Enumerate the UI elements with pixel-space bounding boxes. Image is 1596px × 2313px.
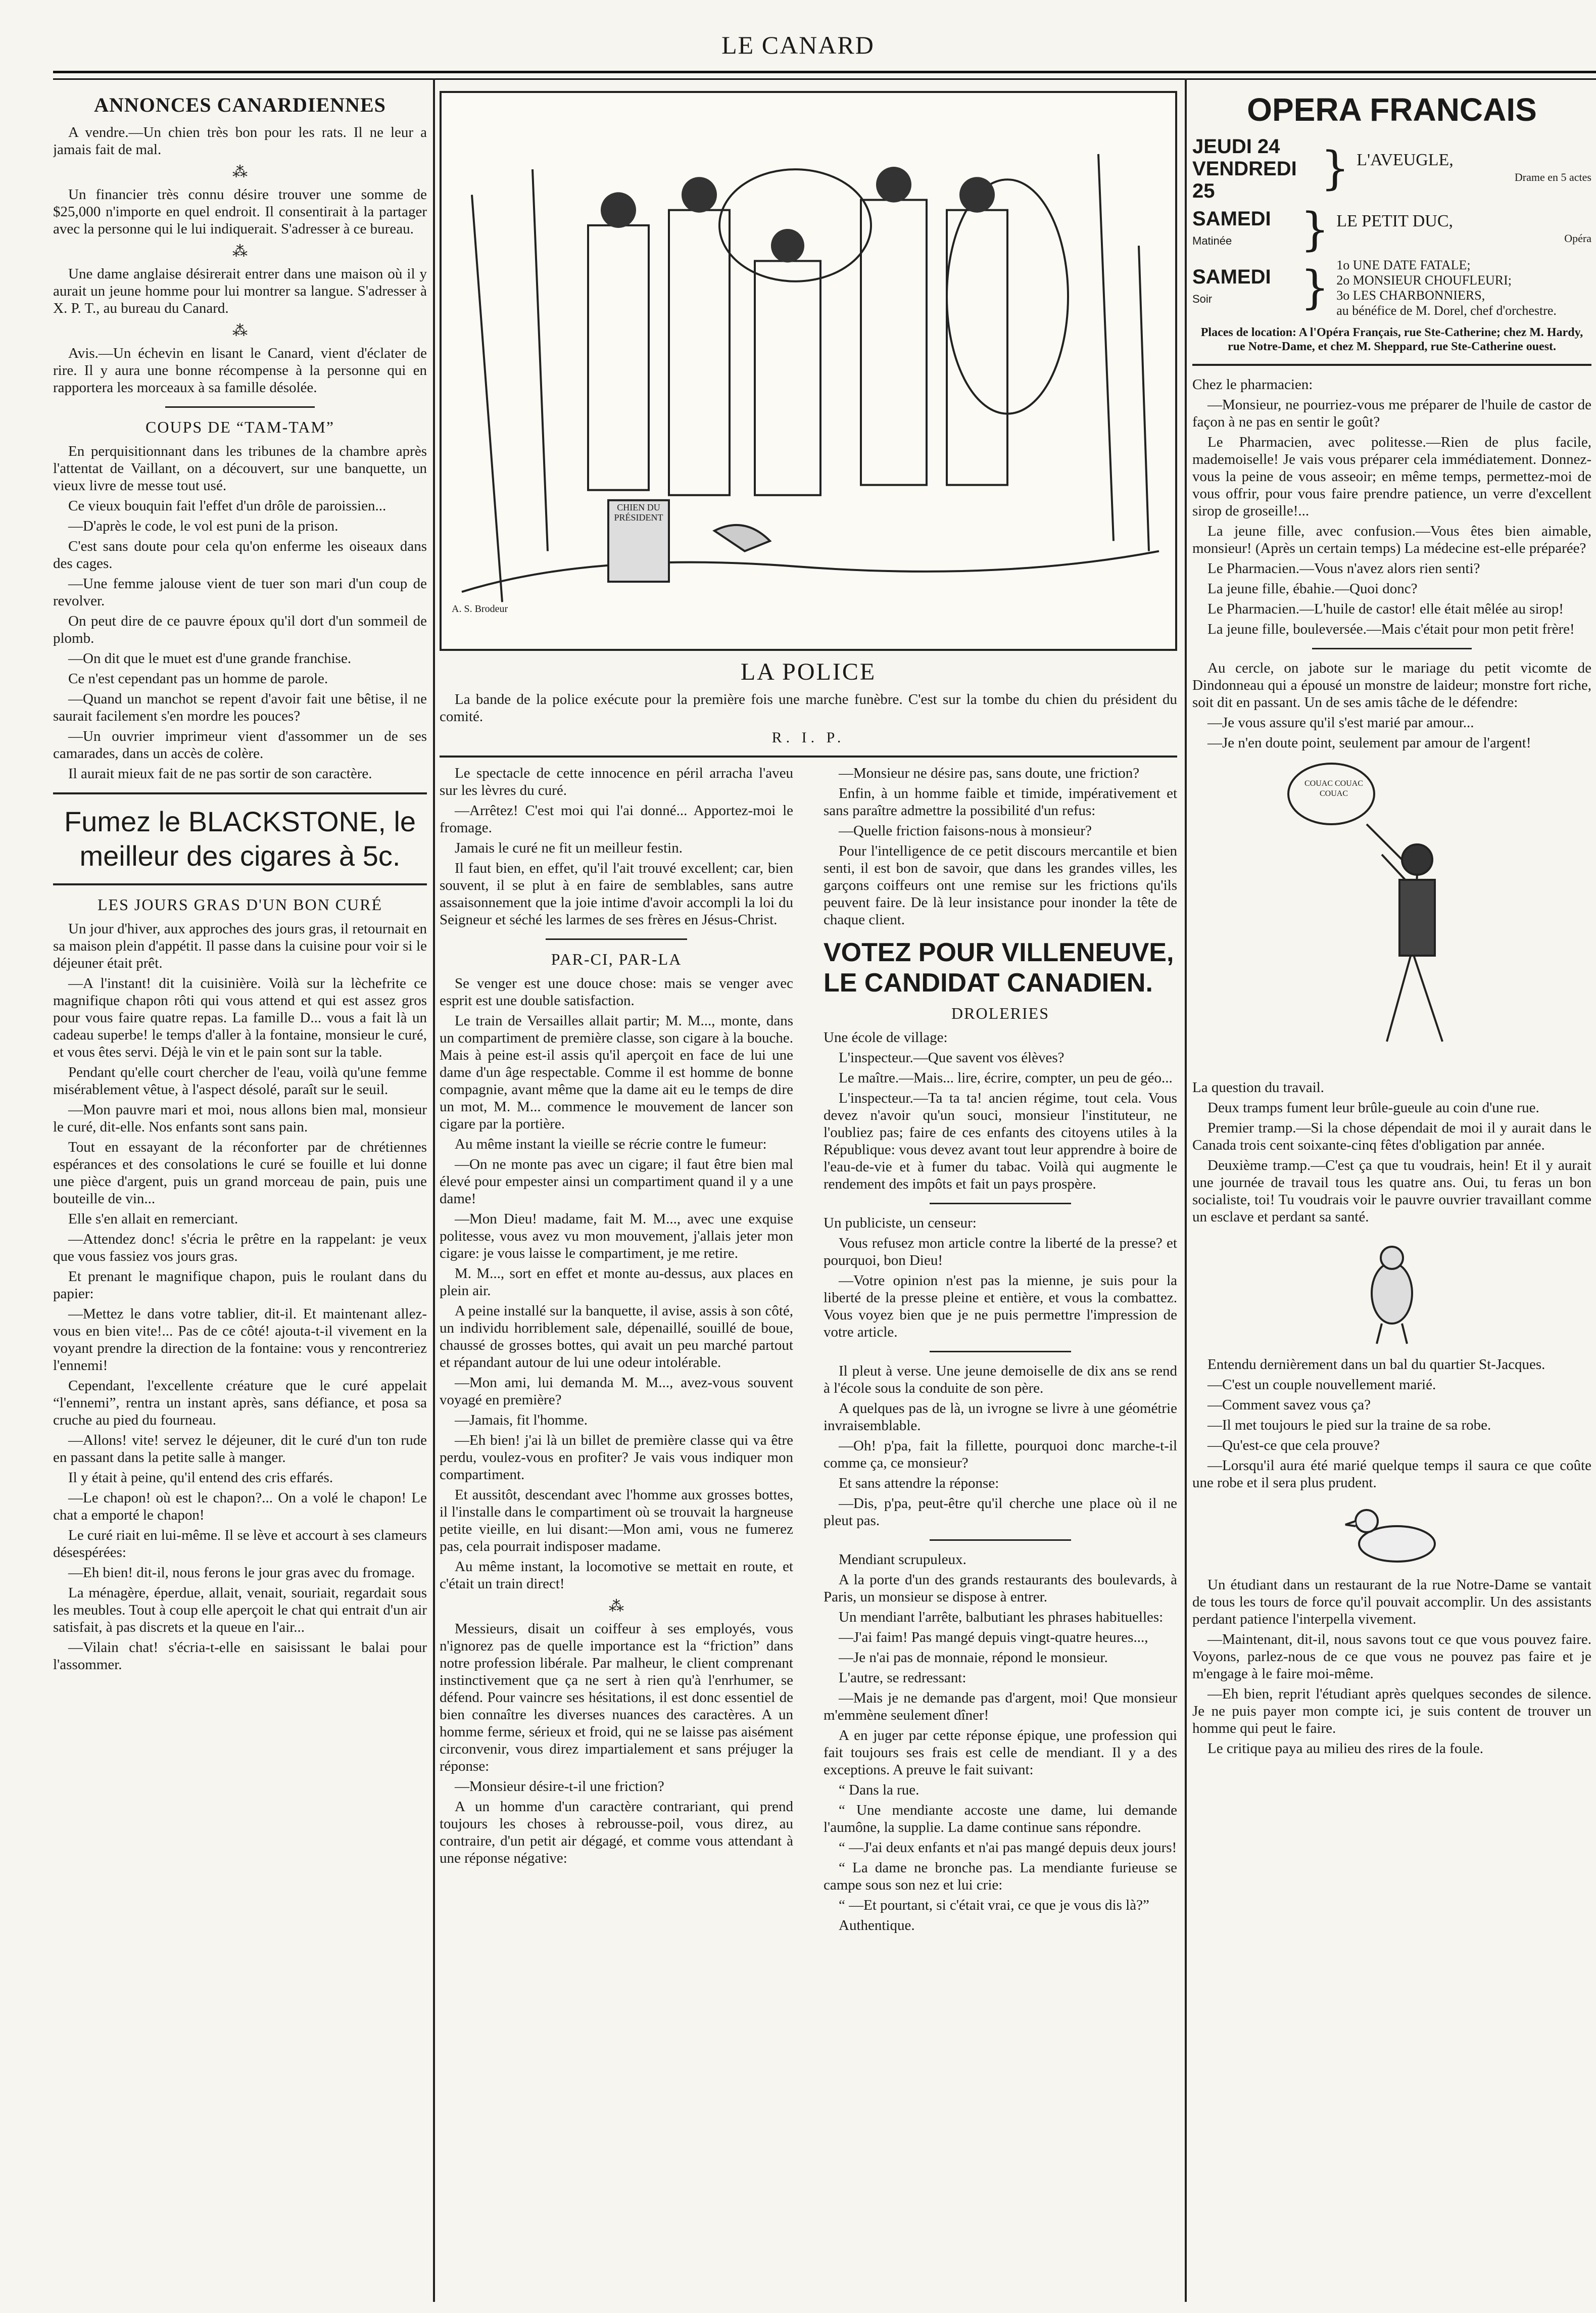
asterism: ⁂ [232,243,248,260]
programme-work: au bénéfice de M. Dorel, chef d'orchestre. [1336,303,1557,318]
paragraph: —On ne monte pas avec un cigare; il faut être bien mal élevé pour empester ainsi un compartiment quand il y a une dame! [440,1156,793,1207]
paragraph: “ —J'ai deux enfants et n'ai pas mangé depuis deux jours! [839,1839,1177,1856]
paragraph: Un publiciste, un censeur: [824,1215,977,1231]
bird-drawing [1351,1233,1432,1349]
paragraph: —Attendez donc! s'écria le prêtre en la rappelant: je veux que vous fassiez vos jours gras. [53,1231,427,1264]
paragraph: Mendiant scrupuleux. [839,1551,966,1568]
paragraph: —Arrêtez! C'est moi qui l'ai donné... Apportez-moi le fromage. [440,803,793,836]
blackstone-ad: Fumez le BLACKSTONE, le meilleur des cigares à 5c. [64,806,416,872]
programme-sub: Matinée [1192,234,1232,247]
paragraph: —A l'instant! dit la cuisinière. Voilà sur la lèchefrite ce magnifique chapon rôti qui vous attend et qui est assez gros pour vous faire quatre repas. La famille D... vous a fait là un cadeau superbe! le temps d'aller à la fontaine, monsieur le curé, et vous êtes servi. Déjà le vin et le pain sont sur la table. [53,975,427,1060]
paragraph: —Je n'en doute point, seulement par amour de l'argent! [1207,735,1531,751]
paragraph: —Monsieur désire-t-il une friction? [455,1778,664,1795]
paragraph: Deux tramps fument leur brûle-gueule au coin d'une rue. [1207,1100,1539,1116]
paragraph: “ Dans la rue. [839,1782,920,1798]
separator [930,1203,1071,1204]
paragraph: C'est sans doute pour cela qu'on enferme les oiseaux dans des cages. [53,538,427,572]
paragraph: Le Pharmacien.—Vous n'avez alors rien senti? [1207,560,1480,577]
asterism: ⁂ [609,1598,624,1615]
programme-day: JEUDI 24 [1192,135,1280,158]
programme-work: LE PETIT DUC, [1336,212,1454,230]
paragraph: Au cercle, on jabote sur le mariage du petit vicomte de Dindonneau qui a épousé un monstre de laideur; monstre fort riche, soit dit en passant. Un de ses amis tâche de le défendre: [1192,660,1591,711]
paragraph: La ménagère, éperdue, allait, venait, souriait, regardait sous les meubles. Tout à coup elle aperçoit le chat qui entrait d'un air satisfait, à pas discrets et la queue en l'air... [53,1585,427,1635]
paragraph: Il aurait mieux fait de ne pas sortir de son caractère. [68,766,372,782]
paragraph: —Mettez le dans votre tablier, dit-il. Et maintenant allez-vous en bien vite!... Pas de ce côté! ajouta-t-il vivement en la voyant prendre la direction de la fontaine: vous y rencontreriez l'ennemi! [53,1306,427,1374]
paragraph: Vous refusez mon article contre la liberté de la presse? et pourquoi, bon Dieu! [824,1235,1177,1268]
paragraph: Et sans attendre la réponse: [839,1475,999,1491]
bird-illustration [1351,1233,1432,1349]
paragraph: Le spectacle de cette innocence en péril arracha l'aveu sur les lèvres du curé. [440,765,793,798]
paragraph: —Dis, p'pa, peut-être qu'il cherche une place où il ne pleut pas. [824,1495,1177,1529]
vote-villeneuve-ad: VOTEZ POUR VILLENEUVE, LE CANDIDAT CANADIEN. [824,938,1174,998]
paragraph: —Il met toujours le pied sur la traine de sa robe. [1207,1417,1491,1433]
paragraph: —Mon ami, lui demanda M. M..., avez-vous souvent voyagé en première? [440,1375,793,1408]
programme-day: VENDREDI 25 [1192,158,1297,202]
programme-work: 3o LES CHARBONNIERS, [1336,288,1485,303]
programme-sub: Soir [1192,293,1213,305]
opera-title: OPERA FRANCAIS [1247,91,1537,128]
paragraph: —Monsieur ne désire pas, sans doute, une friction? [839,765,1140,781]
separator [53,792,427,794]
duck-illustration [1341,1498,1442,1569]
paragraph: A la porte d'un des grands restaurants des boulevards, à Paris, un monsieur se dispose à entrer. [824,1572,1177,1605]
paragraph: Se venger est une douce chose: mais se venger avec esprit est une double satisfaction. [440,975,793,1009]
programme-work: L'AVEUGLE, [1357,151,1454,169]
paragraph: Authentique. [839,1917,915,1933]
annonce: Avis.—Un échevin en lisant le Canard, vient d'éclater de rire. Il y aura une bonne récompense à la personne qui en rapportera les morceaux à sa famille désolée. [53,345,427,396]
jours-gras-title: LES JOURS GRAS D'UN BON CURÉ [97,895,383,914]
paragraph: —Vilain chat! s'écria-t-elle en saisissant le balai pour l'assommer. [53,1639,427,1673]
separator [1312,648,1472,649]
paragraph: Le critique paya au milieu des rires de la foule. [1207,1740,1483,1757]
brace: } [1300,261,1330,314]
police-illustration [440,91,1177,651]
paragraph: Il pleut à verse. Une jeune demoiselle de dix ans se rend à l'école sous la conduite de son père. [824,1363,1177,1396]
paragraph: A en juger par cette réponse épique, une profession qui fait toujours ses frais est celle de mendiant. Il y a des exceptions. A preuve le fait suivant: [824,1727,1177,1778]
paragraph: —D'après le code, le vol est puni de la prison. [68,518,338,534]
paragraph: —Oh! p'pa, fait la fillette, pourquoi donc marche-t-il comme ça, ce monsieur? [824,1438,1177,1471]
programme-item [1192,135,1591,202]
paragraph: Au même instant la vieille se récrie contre le fumeur: [455,1136,767,1152]
band-drawing [442,93,1175,649]
tamtam-title: COUPS DE “TAM-TAM” [146,418,334,436]
paragraph: M. M..., sort en effet et monte au-dessus, aux places en plein air. [440,1265,793,1299]
paragraph: A un homme d'un caractère contrariant, qui prend toujours les choses à rebrousse-poil, vous direz, au contraire, d'un petit air dégagé, et comme vous attendant à une réponse négative: [440,1799,793,1866]
paragraph: La jeune fille, bouleversée.—Mais c'était pour mon petit frère! [1207,621,1575,637]
paragraph: Entendu dernièrement dans un bal du quartier St-Jacques. [1207,1356,1545,1373]
paragraph: —Monsieur, ne pourriez-vous me préparer de l'huile de castor de façon à ne pas en sentir le goût? [1192,397,1591,430]
annonce: Un financier très connu désire trouver une somme de $25,000 n'importe en quel endroit. Il consentirait à la partager avec la personne qui le lui indiquerait. S'adresser à ce bureau. [53,186,427,237]
paragraph: L'autre, se redressant: [839,1670,966,1686]
paragraph: L'inspecteur.—Ta ta ta! ancien régime, tout cela. Vous devez n'avoir qu'un souci, monsieur l'instituteur, ne l'oubliez pas; faire de ces enfants des citoyens utiles à la République: vous devez avant tout leur apprendre à boire de l'eau-de-vie et à fumer du tabac. Voilà qui augmente le rendement des impôts et fait un pays prospère. [824,1090,1177,1192]
paragraph: —Jamais, fit l'homme. [455,1412,588,1428]
paragraph: La question du travail. [1192,1079,1324,1096]
programme-day: SAMEDI [1192,208,1271,230]
paragraph: —Quand un manchot se repent d'avoir fait une bêtise, il ne saurait facilement s'en mordre les pouces? [53,691,427,724]
paragraph: A quelques pas de là, un ivrogne se livre à une géométrie invraisemblable. [824,1400,1177,1434]
paragraph: Il y était à peine, qu'il entend des cris effarés. [68,1470,333,1486]
programme-work: 1o UNE DATE FATALE; [1336,258,1471,272]
paragraph: —Comment savez vous ça? [1207,1397,1371,1413]
programme-note: Drame en 5 actes [1514,171,1591,183]
column-right [1192,86,1591,2299]
paragraph: Et aussitôt, descendant avec l'homme aux grosses bottes, il l'installe dans le compartiment où se trouvait la hargneuse petite vieille, en lui disant:—Mon ami, vous ne fumerez pas, cela pourrait indisposer madame. [440,1487,793,1554]
paragraph: Ce vieux bouquin fait l'effet d'un drôle de paroissien... [68,498,386,514]
paragraph: —Eh bien, reprit l'étudiant après quelques secondes de silence. Je ne puis payer mon compte ici, je suis content de trouver un homme qui peut le faire. [1192,1686,1591,1736]
tombstone-label: CHIEN DU PRÉSIDENT [614,502,663,523]
subcolumn-left [440,765,793,1937]
paragraph: Un étudiant dans un restaurant de la rue Notre-Dame se vantait de tous les tours de force qu'il pouvait accomplir. Un des assistants perdant patience l'interpella vivement. [1192,1577,1591,1627]
column-rule [433,78,435,2302]
brace: } [1300,203,1330,256]
droleries-title: DROLERIES [951,1004,1049,1022]
separator [53,883,427,885]
trumpeter-drawing [1286,759,1498,1072]
paragraph: —Maintenant, dit-il, nous savons tout ce que vous pouvez faire. Voyons, parlez-nous de ce que vous ne pouvez pas faire et je m'engage à le faire moi-même. [1192,1631,1591,1682]
separator [930,1351,1071,1352]
paragraph: Premier tramp.—Si la chose dépendait de moi il y aurait dans le Canada trois cent soixante-cinq fêtes d'obligation par année. [1192,1120,1591,1153]
paragraph: —Une femme jalouse vient de tuer son mari d'un coup de revolver. [53,576,427,609]
illustration-text: La bande de la police exécute pour la première fois une marche funèbre. C'est sur la tombe du chien du président du comité. [440,691,1177,725]
paragraph: Le curé riait en lui-même. Il se lève et accourt à ses clameurs désespérées: [53,1527,427,1561]
paragraph: La jeune fille, ébahie.—Quoi donc? [1207,581,1418,597]
paragraph: La jeune fille, avec confusion.—Vous êtes bien aimable, monsieur! (Après un certain temps) La médecine est-elle préparée? [1192,523,1591,556]
separator [546,938,687,940]
paragraph: —J'ai faim! Pas mangé depuis vingt-quatre heures..., [839,1629,1148,1645]
duck-drawing [1341,1498,1442,1569]
paragraph: Et prenant le magnifique chapon, puis le roulant dans du papier: [53,1268,427,1302]
paragraph: Pour l'intelligence de ce petit discours mercantile et bien senti, il est bon de savoir, que dans les grandes villes, les garçons coiffeurs ont une remise sur les frictions qu'ils peuvent faire. De là leur insistance pour inonder la tête de chaque client. [824,843,1177,928]
location-info: Places de location: A l'Opéra Français, rue Ste-Catherine; chez M. Hardy, rue Notre-Dame, et chez M. Sheppard, rue Ste-Catherine ouest. [1200,326,1583,353]
paragraph: On peut dire de ce pauvre époux qu'il dort d'un sommeil de plomb. [53,613,427,646]
programme-work: 2o MONSIEUR CHOUFLEURI; [1336,273,1512,288]
paragraph: —Qu'est-ce que cela prouve? [1207,1437,1380,1453]
paragraph: En perquisitionnant dans les tribunes de la chambre après l'attentat de Vaillant, on a découvert, sur une banquette, un vieux livre de messe tout usé. [53,443,427,494]
paragraph: Jamais le curé ne fit un meilleur festin. [455,840,683,856]
paragraph: “ La dame ne bronche pas. La mendiante furieuse se campe sous son nez et lui crie: [824,1860,1177,1893]
programme-item [1192,258,1591,318]
paragraph: —Je n'ai pas de monnaie, répond le monsieur. [839,1649,1108,1666]
paragraph: Ce n'est cependant pas un homme de parole. [68,671,328,687]
paragraph: —Eh bien! dit-il, nous ferons le jour gras avec du fromage. [68,1565,415,1581]
annonce: A vendre.—Un chien très bon pour les rats. Il ne leur a jamais fait de mal. [53,124,427,158]
paragraph: —Mon pauvre mari et moi, nous allons bien mal, monsieur le curé, dit-elle. Nos enfants sont sans pain. [53,1102,427,1135]
paragraph: Le Pharmacien, avec politesse.—Rien de plus facile, mademoiselle! Je vais vous préparer cela immédiatement. Donnez-vous la peine de vous asseoir; en même temps, permettez-moi de vous offrir, pour vous faire prendre patience, un verre d'excellent sirop de groseille!... [1192,434,1591,519]
paragraph: Une école de village: [824,1029,948,1046]
paragraph: A peine installé sur la banquette, il avise, assis à son côté, un individu horriblement sale, dépenaillé, souillé de boue, chaussé de grosses bottes, qui avait un peu marché partout et répandant autour de lui une odeur intolérable. [440,1303,793,1371]
programme-note: Opéra [1564,232,1591,245]
programme-day: SAMEDI [1192,266,1271,288]
paragraph: Le train de Versailles allait partir; M. M..., monte, dans un compartiment de première classe, son cigare à la bouche. Mais à peine est-il assis qu'il aperçoit en face de lui une dame d'un âge respectable. Comme il est homme de bonne compagnie, avant même que la dame ait eu le temps de dire un mot, M. M... commence le mouvement de lancer son cigare par la portière. [440,1013,793,1132]
paragraph: —On dit que le muet est d'une grande franchise. [68,650,352,667]
separator [165,406,315,408]
couac-bubble-text: COUAC COUAC COUAC [1304,779,1363,798]
trumpeter-illustration [1286,759,1498,1072]
column-rule [1185,78,1187,2302]
paragraph: —Mon Dieu! madame, fait M. M..., avec une exquise politesse, vous avez vu mon mouvement, j'allais jeter mon cigare: je vous laisse le compartiment, je me retire. [440,1211,793,1261]
paragraph: Chez le pharmacien: [1192,376,1313,393]
paragraph: Un mendiant l'arrête, balbutiant les phrases habituelles: [839,1609,1164,1625]
paragraph: —Quelle friction faisons-nous à monsieur? [839,823,1092,839]
subcolumn-right [824,765,1177,1937]
paragraph: “ Une mendiante accoste une dame, lui demande l'aumône, la supplie. La dame continue sans répondre. [824,1802,1177,1835]
paragraph: —C'est un couple nouvellement marié. [1207,1377,1436,1393]
paragraph: L'inspecteur.—Que savent vos élèves? [839,1050,1065,1066]
paragraph: “ —Et pourtant, si c'était vrai, ce que je vous dis là?” [839,1897,1149,1913]
paragraph: —Mais je ne demande pas d'argent, moi! Que monsieur m'emmène seulement dîner! [824,1690,1177,1723]
paragraph: Le Pharmacien.—L'huile de castor! elle était mêlée au sirop! [1207,601,1564,617]
paragraph: Cependant, l'excellente créature que le curé appelait “l'ennemi”, rentra un instant après, sans défiance, et posa sa cruche au pied du fourneau. [53,1378,427,1428]
programme-item [1192,203,1591,256]
paragraph: Elle s'en allait en remerciant. [68,1211,238,1227]
paragraph: Enfin, à un homme faible et timide, impérativement et sans paraître admettre la possibilité d'un refus: [824,785,1177,819]
artist-signature: A. S. Brodeur [452,603,508,615]
paragraph: Il faut bien, en effet, qu'il l'ait trouvé excellent; car, bien souvent, il se plut à en faire de semblables, sans autre assaisonnement que la joie intime d'avoir accompli la loi du Seigneur et séché les larmes de ses frères en Jésus-Christ. [440,860,793,928]
masthead-rule [53,71,1596,80]
illustration-caption: LA POLICE [740,658,877,685]
masthead: LE CANARD [721,31,875,59]
column-center [440,86,1177,2299]
paragraph: Un jour d'hiver, aux approches des jours gras, il retournait en sa maison plein d'appétit. Il passe dans la cuisine pour voir si le déjeuner était prêt. [53,921,427,971]
paragraph: Deuxième tramp.—C'est ça que tu voudrais, hein! Et il y aurait une journée de travail tous les quatre ans. Oui, tu feras un bon socialiste, toi! Tu voudrais voir le pauvre ouvrier travaillant comme un esclave et perdant sa santé. [1192,1157,1591,1225]
separator [930,1539,1071,1541]
paragraph: Le maître.—Mais... lire, écrire, compter, un peu de géo... [839,1070,1173,1086]
brace: } [1321,142,1350,195]
paragraph: —Allons! vite! servez le déjeuner, dit le curé d'un ton rude en passant dans la petite salle à manger. [53,1432,427,1466]
paragraph: Tout en essayant de la réconforter par de chrétiennes espérances et des consolations le curé se fouille et lui donne une pièce d'argent, puis un grand morceau de pain, puis une bouteille de vin... [53,1139,427,1207]
rip: R. I. P. [771,729,845,746]
paragraph: —Le chapon! où est le chapon?... On a volé le chapon! Le chat a emporté le chapon! [53,1490,427,1523]
annonce: Une dame anglaise désirerait entrer dans une maison où il y aurait un jeune homme pour lui montrer sa langue. S'adresser à X. P. T., au bureau du Canard. [53,266,427,316]
paragraph: —Un ouvrier imprimeur vient d'assommer un de ses camarades, dans un accès de colère. [53,728,427,762]
column-left [53,86,427,2299]
paragraph: Messieurs, disait un coiffeur à ses employés, vous n'ignorez pas de quelle importance est la “friction” dans notre profession libérale. Par malheur, le client comprenant instinctivement que ça ne sert à rien qu'à l'enrhumer, se défend. Pour vaincre ses hésitations, il est donc essentiel de bien connaître les diverses nuances des caractères. A un homme ferme, sérieux et froid, qui ne se laisse pas aisément circonvenir, vous direz impartialement et sans préjuger la réponse: [440,1621,793,1774]
paragraph: Pendant qu'elle court chercher de l'eau, voilà qu'une femme misérablement vêtue, à l'aspect désolé, paraît sur le seuil. [53,1064,427,1098]
paragraph: —Je vous assure qu'il s'est marié par amour... [1207,715,1474,731]
parci-title: PAR-CI, PAR-LA [551,950,682,968]
paragraph: —Votre opinion n'est pas la mienne, je suis pour la liberté de la presse pleine et entière, et vous la combattez. Vous voyez bien que je ne puis permettre l'impression de votre article. [824,1272,1177,1340]
asterism: ⁂ [232,164,248,180]
asterism: ⁂ [232,322,248,339]
paragraph: Au même instant, la locomotive se mettait en route, et c'était un train direct! [440,1559,793,1592]
separator [440,756,1177,758]
paragraph: —Lorsqu'il aura été marié quelque temps il saura ce que coûte une robe et il sera plus prudent. [1192,1457,1591,1491]
paragraph: —Eh bien! j'ai là un billet de première classe qui va être perdu, voulez-vous en profiter? Je vais vous indiquer mon compartiment. [440,1432,793,1483]
annonces-title: ANNONCES CANARDIENNES [94,93,386,116]
separator [1192,364,1591,366]
